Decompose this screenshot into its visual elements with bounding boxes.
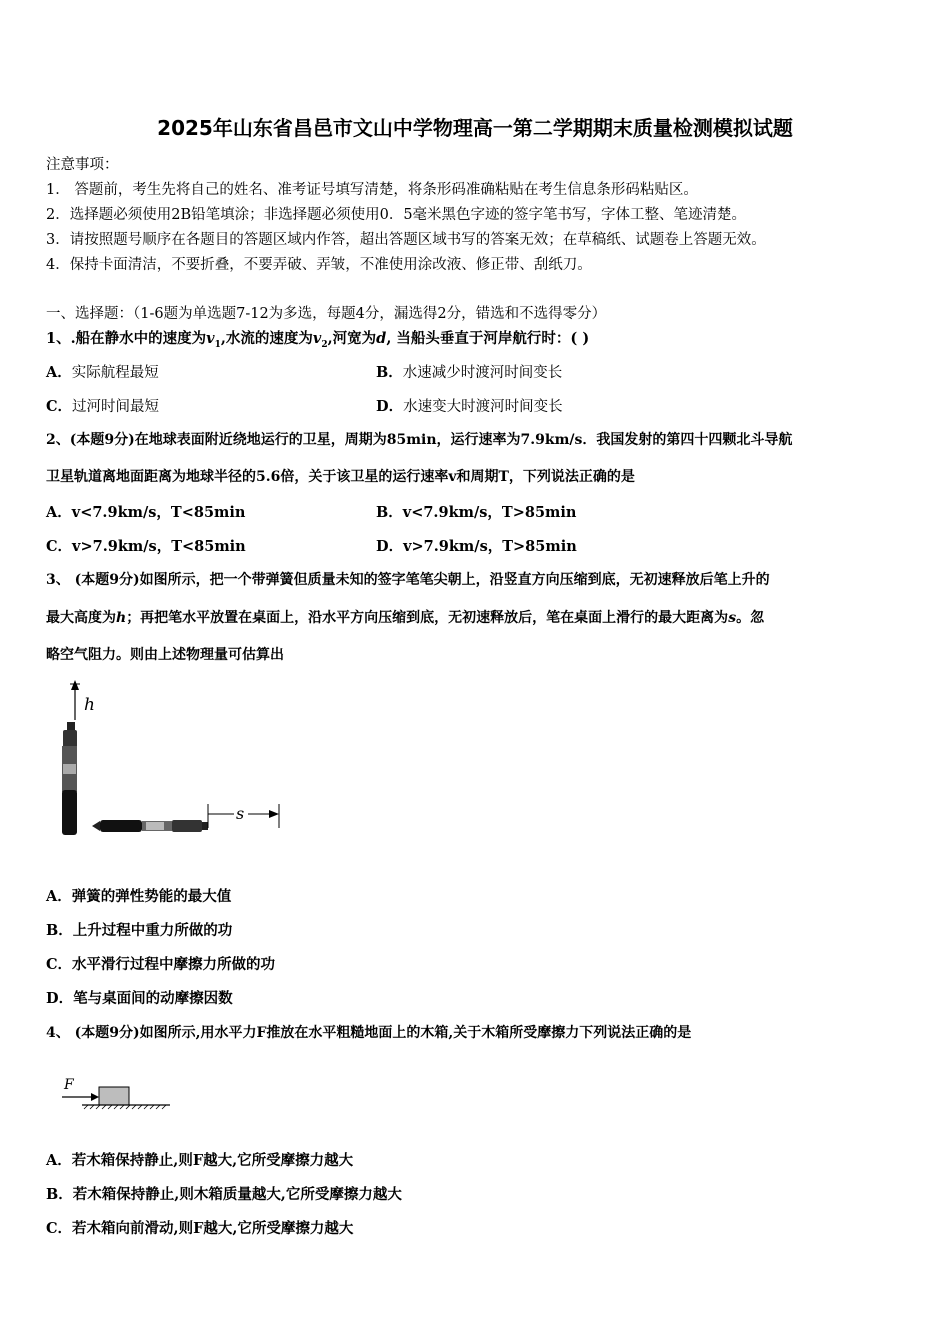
option-text: 水平滑行过程中摩擦力所做的功 (72, 956, 276, 973)
q4-option-c[interactable] (46, 1217, 353, 1238)
option-text: 上升过程中重力所做的功 (72, 922, 233, 939)
q1-option-b[interactable] (376, 361, 562, 382)
q1-option-a[interactable] (46, 361, 159, 382)
pen-horizontal-grip (100, 820, 142, 832)
option-text: 水速变大时渡河时间变长 (403, 399, 563, 415)
option-text: v>7.9km/s，T>85min (403, 538, 577, 555)
option-label: A． (46, 1152, 72, 1169)
question-3-line-1: 3、 (本题9分)如图所示，把一个带弹簧但质量未知的签字笔笔尖朝上，沿竖直方向压缩到底，无初速释放后笔上升的 (46, 572, 770, 588)
pen-horizontal-end (172, 820, 202, 832)
option-text: 笔与桌面间的动摩擦因数 (73, 990, 233, 1007)
q1-text: , 当船头垂直于河岸航行时：( ) (386, 330, 590, 347)
option-label: C． (46, 538, 73, 555)
notice-item: 2．选择题必须使用2B铅笔填涂；非选择题必须使用0．5毫米黑色字迹的签字笔书写，字体工整、笔迹清楚。 (46, 207, 747, 223)
question-2-line-1: 2、(本题9分)在地球表面附近绕地运行的卫星，周期为85min，运行速率为7.9km/s．我国发射的第四十四颗北斗导航 (46, 432, 793, 448)
option-text: 若木箱保持静止,则F越大,它所受摩擦力越大 (71, 1152, 354, 1169)
option-text: 弹簧的弹性势能的最大值 (71, 888, 232, 905)
q3-option-a[interactable] (46, 885, 231, 906)
q2-option-d[interactable] (376, 535, 577, 556)
q3-text: 。忽 (736, 610, 765, 626)
section-heading: 一、选择题：（1-6题为单选题7-12为多选，每题4分，漏选得2分，错选和不选得零分） (46, 306, 607, 322)
pen-vertical-top (63, 730, 77, 748)
pen-horizontal-tip (92, 821, 100, 831)
pen-vertical-grip (62, 790, 77, 835)
q4-option-a[interactable] (46, 1149, 353, 1170)
var-h: h (116, 610, 127, 626)
option-label: C． (46, 398, 73, 415)
option-text: 过河时间最短 (72, 399, 160, 415)
option-text: 水速减少时渡河时间变长 (402, 365, 563, 381)
option-label: B． (46, 922, 73, 939)
option-text: 若木箱保持静止,则木箱质量越大,它所受摩擦力越大 (72, 1186, 402, 1203)
wooden-box (99, 1087, 129, 1105)
notice-item: 3．请按照题号顺序在各题目的答题区域内作答，超出答题区域书写的答案无效；在草稿纸、试题卷上答题无效。 (46, 232, 766, 248)
option-label: C． (46, 956, 73, 973)
option-text: 实际航程最短 (71, 365, 159, 381)
var-v1-sub: 1 (214, 339, 221, 350)
option-label: B． (376, 364, 403, 381)
h-arrowhead (71, 680, 79, 690)
option-label: D． (376, 398, 404, 415)
option-label: B． (46, 1186, 73, 1203)
option-label: D． (376, 538, 404, 555)
option-label: A． (46, 364, 72, 381)
q2-option-a[interactable] (46, 501, 245, 522)
question-1-stem (46, 327, 589, 350)
q3-text: 最大高度为 (46, 610, 116, 626)
page-title: 2025年山东省昌邑市文山中学物理高一第二学期期末质量检测模拟试题 (157, 116, 793, 140)
question-3-line-3: 略空气阻力。则由上述物理量可估算出 (46, 647, 284, 663)
pen-horizontal-button (202, 822, 208, 830)
option-label: A． (46, 888, 72, 905)
pen-horizontal-window (146, 822, 164, 830)
var-v2: v (312, 330, 322, 347)
option-label: A． (46, 504, 72, 521)
var-s: s (728, 610, 737, 626)
option-label: D． (46, 990, 74, 1007)
option-text: v>7.9km/s，T<85min (72, 538, 246, 555)
option-text: v<7.9km/s，T<85min (71, 504, 246, 521)
q3-option-c[interactable] (46, 953, 275, 974)
q3-option-b[interactable] (46, 919, 232, 940)
q2-option-b[interactable] (376, 501, 576, 522)
option-label: B． (376, 504, 403, 521)
var-v1: v (206, 330, 215, 347)
question-4-stem: 4、 (本题9分)如图所示,用水平力F推放在水平粗糙地面上的木箱,关于木箱所受摩擦力下列说法正确的是 (46, 1025, 692, 1041)
force-arrowhead (91, 1093, 99, 1101)
f-label: F (64, 1077, 74, 1093)
q2-option-c[interactable] (46, 535, 246, 556)
h-label: h (84, 695, 95, 715)
notice-item: 1． 答题前，考生先将自己的姓名、准考证号填写清楚，将条形码准确粘贴在考生信息条形码粘贴区。 (46, 182, 698, 198)
q1-text: 1、.船在静水中的速度为 (46, 330, 207, 347)
question-3-line-2 (46, 607, 764, 627)
q3-text: ；再把笔水平放置在桌面上，沿水平方向压缩到底，无初速释放后，笔在桌面上滑行的最大距离为 (126, 610, 729, 626)
option-text: 若木箱向前滑动,则F越大,它所受摩擦力越大 (72, 1220, 354, 1237)
var-v2-sub: 2 (321, 339, 328, 350)
option-label: C． (46, 1220, 73, 1237)
q4-option-b[interactable] (46, 1183, 402, 1204)
pen-vertical-window (63, 764, 76, 774)
q1-option-c[interactable] (46, 395, 159, 416)
q1-option-d[interactable] (376, 395, 563, 416)
q1-text: ,河宽为 (327, 330, 377, 347)
var-d: d (376, 330, 387, 347)
notice-heading: 注意事项： (46, 157, 119, 173)
option-text: v<7.9km/s，T>85min (402, 504, 577, 521)
q1-text: ,水流的速度为 (220, 330, 313, 347)
s-arrowhead (269, 810, 279, 818)
box-force-diagram (58, 1074, 178, 1116)
s-label: s (236, 804, 245, 823)
question-2-line-2: 卫星轨道离地面距离为地球半径的5.6倍，关于该卫星的运行速率v和周期T，下列说法正确的是 (46, 469, 635, 485)
notice-item: 4．保持卡面清洁，不要折叠，不要弄破、弄皱，不准使用涂改液、修正带、刮纸刀。 (46, 257, 592, 273)
pen-diagram (50, 678, 290, 848)
q3-option-d[interactable] (46, 987, 233, 1008)
